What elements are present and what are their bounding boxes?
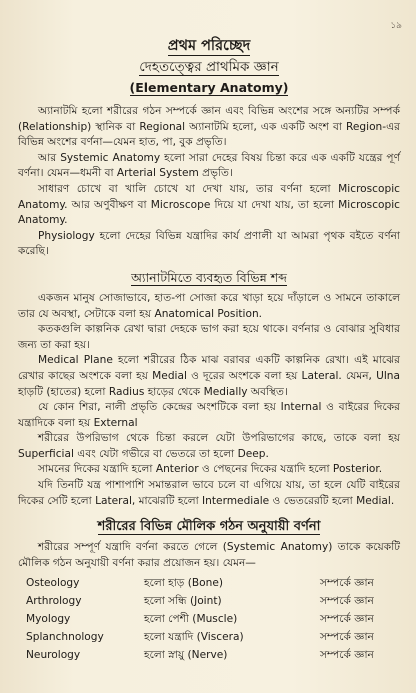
table-row <box>26 592 390 610</box>
meaning-cell: হলো হাড় (Bone) <box>144 577 223 590</box>
suffix-cell: সম্পর্কে জ্ঞান <box>320 577 374 590</box>
meaning-cell: হলো পেশী (Muscle) <box>144 613 238 626</box>
section-heading-structure: শরীরের বিভিন্ন মৌলিক গঠন অনুযায়ী বর্ণনা <box>97 519 321 535</box>
page-content <box>18 36 400 664</box>
section1-paragraph: কতকগুলি কাল্পনিক রেখা দ্বারা দেহকে ভাগ করা হয়ে থাকে। বর্ণনার ও বোঝার সুবিধার জন্য তা করা হয়। <box>18 323 400 351</box>
meaning-cell: হলো সন্ধি (Joint) <box>144 595 222 608</box>
section1-paragraph: সামনের দিকের যন্ত্রাদি হলো Anterior ও পেছনের দিকের যন্ত্রাদি হলো Posterior. <box>38 463 383 476</box>
section1-paragraph: একজন মানুষ সোজাভাবে, হাত-পা সোজা করে খাড়া হয়ে দাঁড়ালে ও সামনে তাকালে তার যে অবস্থা, সেটাকে বলা হয় Anatomical Position. <box>18 291 400 320</box>
section1-paragraph: শরীরের উপরিভাগ থেকে চিন্তা করলে যেটা উপরিভাগের কাছে, তাকে বলা হয় Superficial এবং যেটা গভীরে বা ভেতরে তা হলো Deep. <box>18 432 400 460</box>
suffix-cell: সম্পর্কে জ্ঞান <box>320 595 374 608</box>
page-number: ১৯ <box>390 21 402 31</box>
suffix-cell: সম্পর্কে জ্ঞান <box>320 649 374 662</box>
section1-paragraph: যদি তিনটি যন্ত্র পাশাপাশি সমান্তরাল ভাবে চলে বা এগিয়ে যায়, তা হলে যেটি বাইরের দিকের সেটি হলো Lateral, মাঝেরটি হলো Intermediale ও ভেতরেরটি হলো Medial. <box>18 479 400 507</box>
table-row <box>26 646 390 664</box>
table-row <box>26 610 390 628</box>
terms-table <box>26 574 390 664</box>
meaning-cell: হলো যন্ত্রাদি (Viscera) <box>144 631 244 644</box>
section-heading-terms: অ্যানাটমিতে ব্যবহৃত বিভিন্ন শব্দ <box>131 269 287 285</box>
suffix-cell: সম্পর্কে জ্ঞান <box>320 613 374 626</box>
section1-paragraph: যে কোন শিরা, নালী প্রভৃতি কেন্দ্রের অংশটিকে বলা হয় Internal ও বাইরের দিকের যন্ত্রাদিকে বলা হয় External <box>18 401 400 429</box>
suffix-cell: সম্পর্কে জ্ঞান <box>320 631 374 644</box>
table-row <box>26 574 390 592</box>
intro-paragraph: সাধারণ চোখে বা খালি চোখে যা দেখা যায়, তার বর্ণনা হলো Microscopic Anatomy. আর অণুবীক্ষণ বা Microscope দিয়ে যা দেখা যায়, তা হলো Microscopic Anatomy. <box>18 182 400 227</box>
term-cell: Arthrology <box>26 595 82 608</box>
term-cell: Splanchnology <box>26 631 104 644</box>
chapter-title: প্রথম পরিচ্ছেদ <box>167 38 251 54</box>
table-row <box>26 628 390 646</box>
section1-paragraph: Medical Plane হলো শরীরের ঠিক মাঝ বরাবর একটি কাল্পনিক রেখা। এই মাঝের রেখার কাছের অংশকে বলা হয় Medial ও দূরের অংশকে বলা হয় Lateral. যেমন, Ulna হাড়টি (হাতের) হলো Radius হাড়ের থেকে Medially অবস্থিত। <box>18 354 400 398</box>
intro-paragraph: আর Systemic Anatomy হলো সারা দেহের বিষয় চিন্তা করে এক একটি যন্ত্রের পূর্ণ বর্ণনা। যেমন—ধমনী বা Arterial System প্রভৃতি। <box>18 151 400 180</box>
term-cell: Osteology <box>26 577 80 590</box>
term-cell: Myology <box>26 613 71 626</box>
term-cell: Neurology <box>26 649 81 662</box>
intro-paragraph: অ্যানাটমি হলো শরীরের গঠন সম্পর্কে জ্ঞান এবং বিভিন্ন অংশের সঙ্গে অন্যটির সম্পর্ক (Relationship) স্থানিক বা Regional অ্যানাটমি হলো, এক একটি অংশ বা Region-এর বিভিন্ন অংশের বর্ণনা—যেমন হাত, পা, বুক প্রভৃতি। <box>18 105 400 149</box>
intro-paragraph: Physiology হলো দেহের বিভিন্ন যন্ত্রাদির কার্য প্রণালী যা আমরা পৃথক বইতে বর্ণনা করেছি। <box>18 229 400 258</box>
meaning-cell: হলো স্নায়ু (Nerve) <box>144 649 228 662</box>
section2-paragraph: শরীরের সম্পূর্ণ যন্ত্রাদি বর্ণনা করতে গেলে (Systemic Anatomy) তাকে কয়েকটি মৌলিক গঠন অনুযায়ী বর্ণনা করার প্রয়োজন হয়। যেমন— <box>18 541 400 569</box>
subtitle-bengali: দেহতত্ত্বের প্রাথমিক জ্ঞান <box>139 59 279 75</box>
subtitle-english: (Elementary Anatomy) <box>129 80 289 95</box>
